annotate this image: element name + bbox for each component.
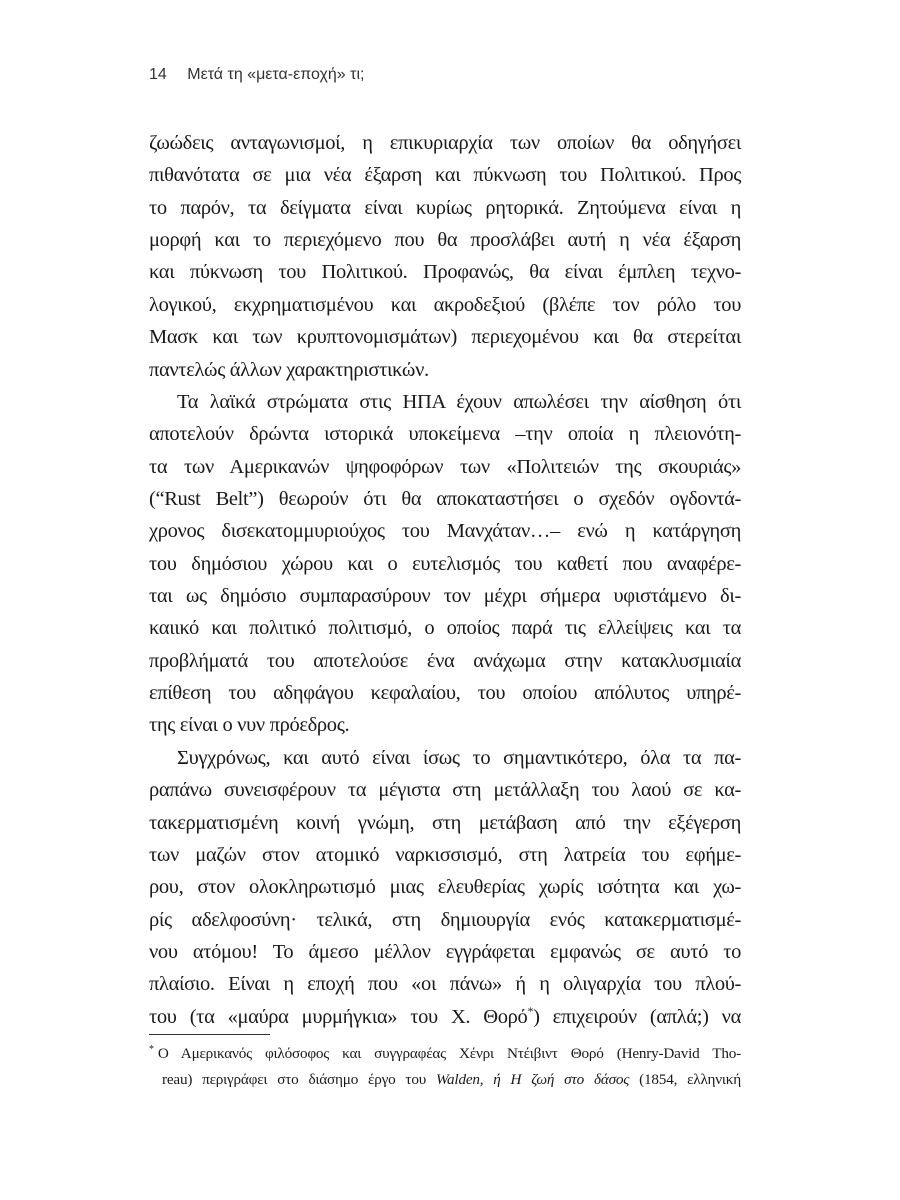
- text-line: ζωώδεις ανταγωνισμοί, η επικυριαρχία των οποίων θα οδηγήσει: [149, 132, 741, 154]
- text-line: πλαίσιο. Είναι η εποχή που «οι πάνω» ή η ολιγαρχία του πλού-: [149, 973, 741, 996]
- text-line: (“Rust Belt”) θεωρούν ότι θα αποκαταστήσει ο σχεδόν ογδοντά-: [149, 487, 741, 510]
- text-line: ρίς αδελφοσύνη· τελικά, στη δημιουργία ενός κατακερματισμέ-: [149, 908, 741, 931]
- text-line: ρου, στον ολοκληρωτισμό μιας ελευθερίας χωρίς ισότητα και χω-: [149, 876, 741, 899]
- running-head: [149, 66, 364, 84]
- text-line: ραπάνω συνεισφέρουν τα μέγιστα στη μετάλλαξη του λαού σε κα-: [149, 779, 741, 802]
- running-head-title: Μετά τη «μετα-εποχή» τι;: [187, 66, 365, 83]
- footnote-text: Ο Αμερικανός φιλόσοφος και συγγραφέας Χένρι Ντέιβιντ Θορό (Henry-David Tho-: [157, 1045, 741, 1062]
- body-text: [149, 127, 741, 1033]
- text-line: νου ατόμου! Το άμεσο μέλλον εγγράφεται εμφανώς σε αυτό το: [149, 940, 741, 963]
- text-line: παντελώς άλλων χαρακτηριστικών.: [149, 358, 429, 381]
- text-line: λογικού, εκχρηματισμένου και ακροδεξιού (βλέπε τον ρόλο του: [149, 293, 741, 316]
- footnote-line: [149, 1041, 741, 1067]
- text-segment: ) επιχειρούν (απλά;) να: [533, 1005, 741, 1028]
- footnote: [149, 1041, 741, 1093]
- text-line: καιικό και πολιτικό πολιτισμό, ο οποίος παρά τις ελλείψεις και τα: [149, 617, 741, 640]
- text-line: πιθανότατα σε μια νέα έξαρση και πύκνωση του Πολιτικού. Προς: [149, 164, 741, 187]
- text-line: ται ως δημόσιο συμπαρασύρουν τον μέχρι σήμερα υφιστάμενο δι-: [149, 585, 741, 608]
- text-line: χρονος δισεκατομμυριούχος του Μανχάταν…– ενώ η κατάργηση: [149, 520, 741, 543]
- text-line-with-footnote-ref: [149, 1001, 741, 1033]
- text-line: και πύκνωση του Πολιτικού. Προφανώς, θα είναι έμπλεη τεχνο-: [149, 261, 741, 284]
- text-line: αποτελούν δρώντα ιστορικά υποκείμενα –την οποία η πλειονότη-: [149, 423, 741, 446]
- paragraph-first-line: Συγχρόνως, και αυτό είναι ίσως το σημαντικότερο, όλα τα πα-: [177, 746, 741, 769]
- footnote-text: reau) περιγράφει στο διάσημο έργο του: [162, 1071, 436, 1088]
- text-line: της είναι ο νυν πρόεδρος.: [149, 714, 350, 737]
- paragraph-first-line: Τα λαϊκά στρώματα στις ΗΠΑ έχουν απωλέσει την αίσθηση ότι: [177, 390, 741, 413]
- text-line: μορφή και το περιεχόμενο που θα προσλάβει αυτή η νέα έξαρση: [149, 229, 741, 252]
- text-line: προβλήματά του αποτελούσε ένα ανάχωμα στην κατακλυσμιαία: [149, 649, 741, 672]
- text-line: τακερματισμένη κοινή γνώμη, στη μετάβαση από την εξέγερση: [149, 811, 741, 834]
- text-line: το παρόν, τα δείγματα είναι κυρίως ρητορικά. Ζητούμενα είναι η: [149, 196, 741, 219]
- text-segment: του (τα «μαύρα μυρμήγκια» του Χ. Θορό: [149, 1005, 528, 1028]
- text-line: του δημόσιου χώρου και ο ευτελισμός του καθετί που αναφέρε-: [149, 552, 741, 575]
- text-line: των μαζών στον ατομικό ναρκισσισμό, στη λατρεία του εφήμε-: [149, 843, 741, 866]
- footnote-reference[interactable]: *: [527, 1003, 534, 1018]
- book-title: Walden, ή Η ζωή στο δάσος: [435, 1071, 630, 1088]
- footnote-line: [149, 1067, 741, 1093]
- text-line: Μασκ και των κρυπτονομισμάτων) περιεχομένου και θα στερείται: [149, 326, 741, 349]
- text-line: επίθεση του αδηφάγου κεφαλαίου, του οποίου απόλυτος υπηρέ-: [149, 682, 741, 705]
- text-line: τα των Αμερικανών ψηφοφόρων των «Πολιτειών της σκουριάς»: [149, 455, 741, 478]
- footnote-text: (1854, ελληνική: [629, 1071, 741, 1088]
- footnote-divider: [149, 1034, 270, 1035]
- page-number: 14: [149, 66, 167, 83]
- footnote-marker: *: [149, 1043, 154, 1055]
